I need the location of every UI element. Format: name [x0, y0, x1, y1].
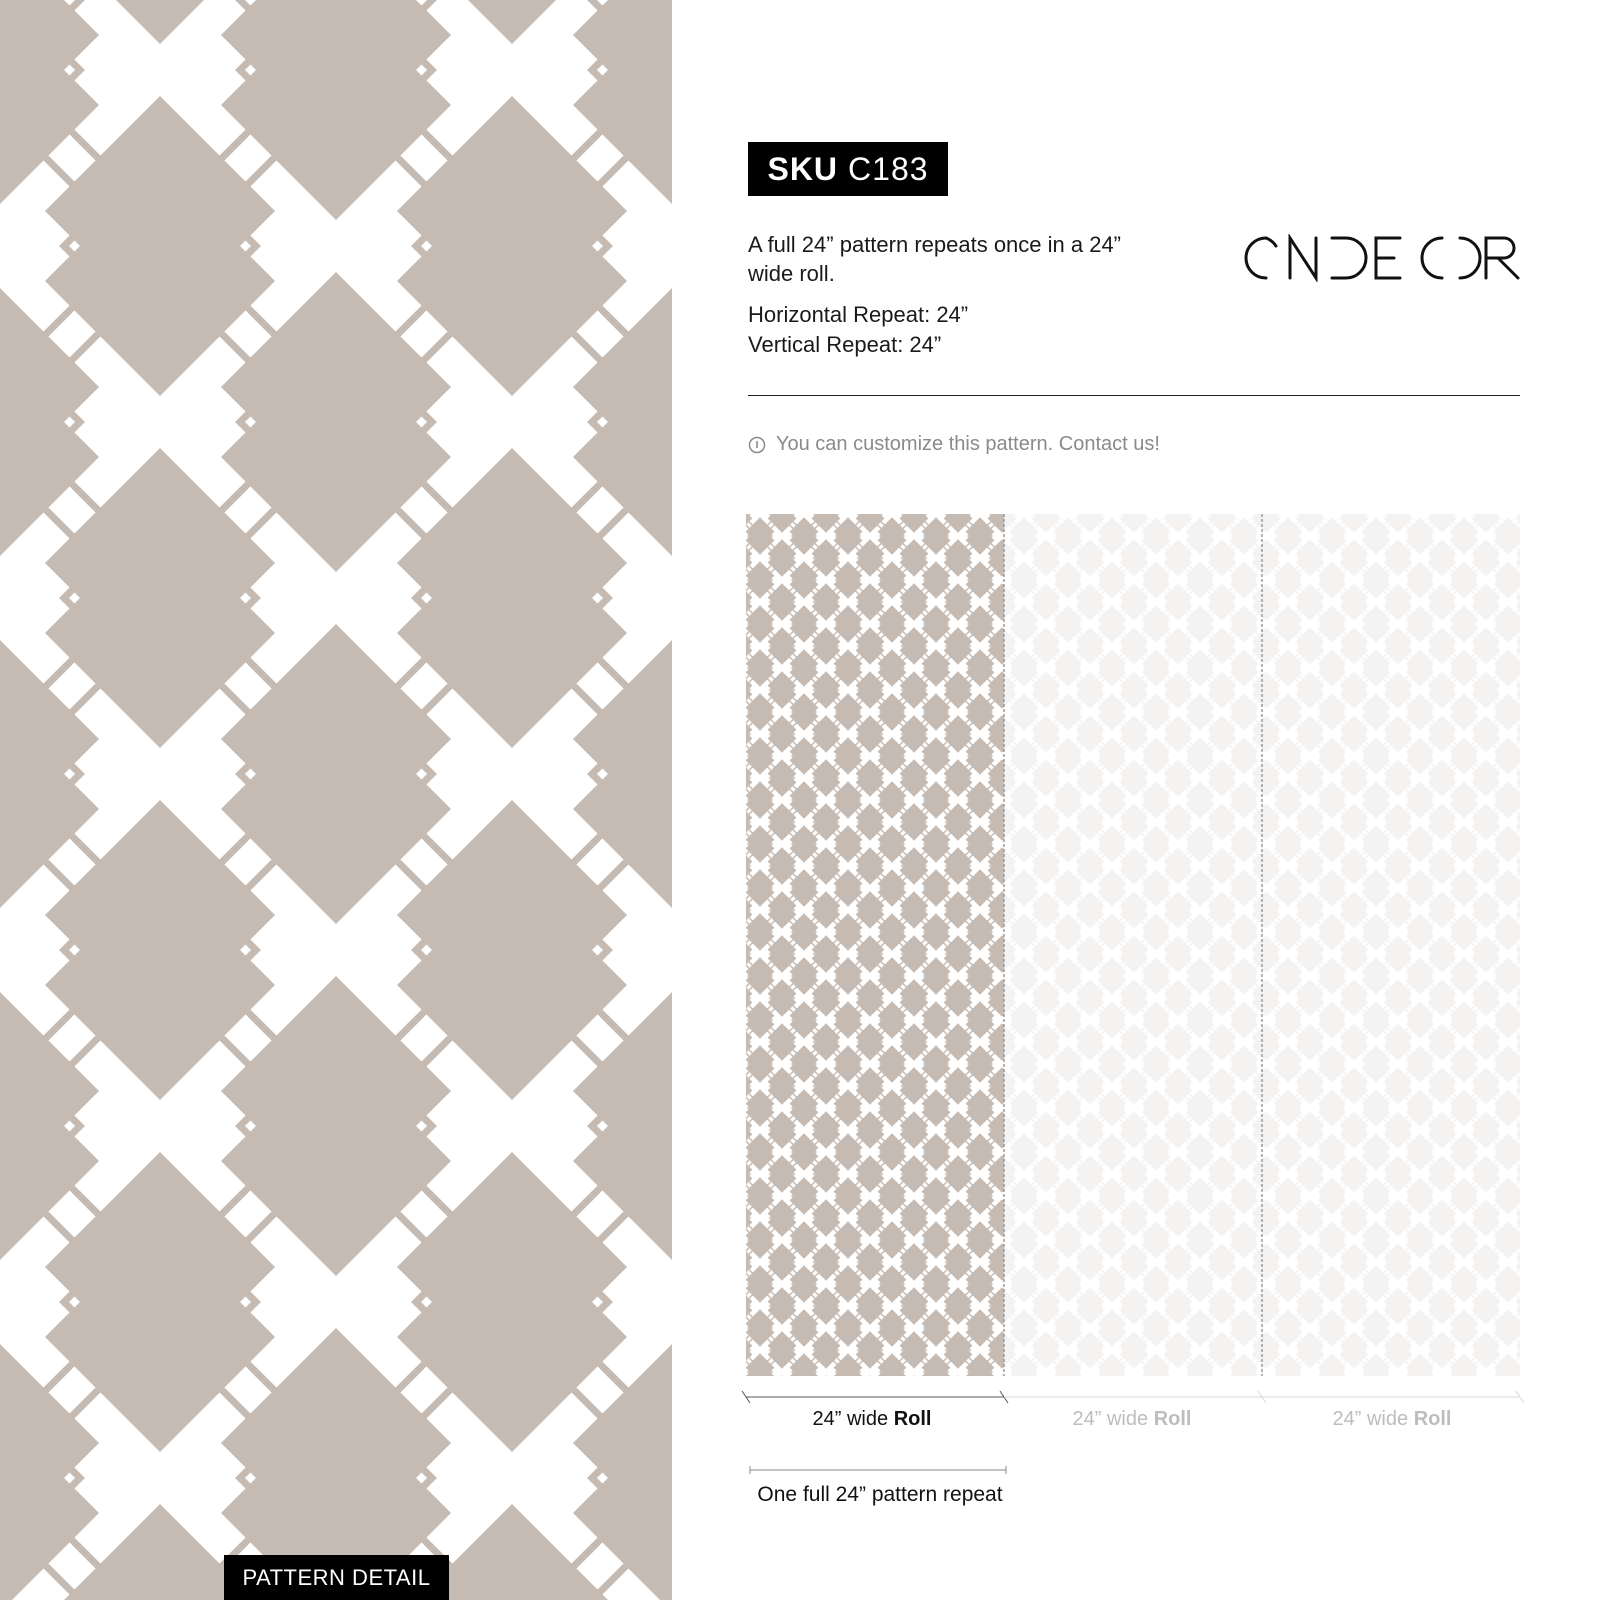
sku-code: C183 — [848, 150, 929, 187]
roll-1 — [746, 514, 1004, 1376]
roll-2-dimension — [1004, 1391, 1266, 1403]
roll-3 — [1262, 514, 1520, 1376]
sku-prefix: SKU — [767, 150, 839, 187]
info-icon — [748, 436, 766, 454]
sku-badge — [748, 142, 948, 196]
repeat-label: One full 24” pattern repeat — [757, 1483, 1003, 1506]
rolls-preview — [738, 514, 1528, 1434]
pattern-detail-label: PATTERN DETAIL — [224, 1555, 449, 1600]
roll-label-3-size: 24” wide — [1332, 1408, 1409, 1430]
roll-1-dimension — [742, 1391, 1008, 1403]
vertical-repeat: Vertical Repeat: 24” — [748, 332, 942, 357]
repeat-dimension — [746, 1464, 1010, 1476]
pattern-detail — [0, 0, 672, 1600]
brand-logo — [1236, 234, 1522, 282]
roll-label-2-size: 24” wide — [1072, 1408, 1149, 1430]
pattern-detail-graphic — [0, 0, 672, 1600]
roll-label-1-word: Roll — [893, 1408, 932, 1430]
roll-label-3 — [1262, 1408, 1522, 1431]
roll-2 — [1004, 514, 1262, 1376]
roll-label-3-word: Roll — [1413, 1408, 1452, 1430]
roll-label-2-word: Roll — [1153, 1408, 1192, 1430]
repeat-description: A full 24” pattern repeats once in a 24” wide roll. — [748, 232, 1122, 286]
customize-note[interactable] — [748, 433, 1160, 456]
roll-label-2 — [1002, 1408, 1262, 1431]
roll-label-1 — [742, 1408, 1002, 1431]
horizontal-repeat: Horizontal Repeat: 24” — [748, 302, 969, 327]
roll-label-1-size: 24” wide — [812, 1408, 889, 1430]
roll-3-dimension — [1262, 1391, 1524, 1403]
customize-note-text: You can customize this pattern. Contact us! — [776, 433, 1160, 455]
section-divider — [748, 395, 1520, 396]
